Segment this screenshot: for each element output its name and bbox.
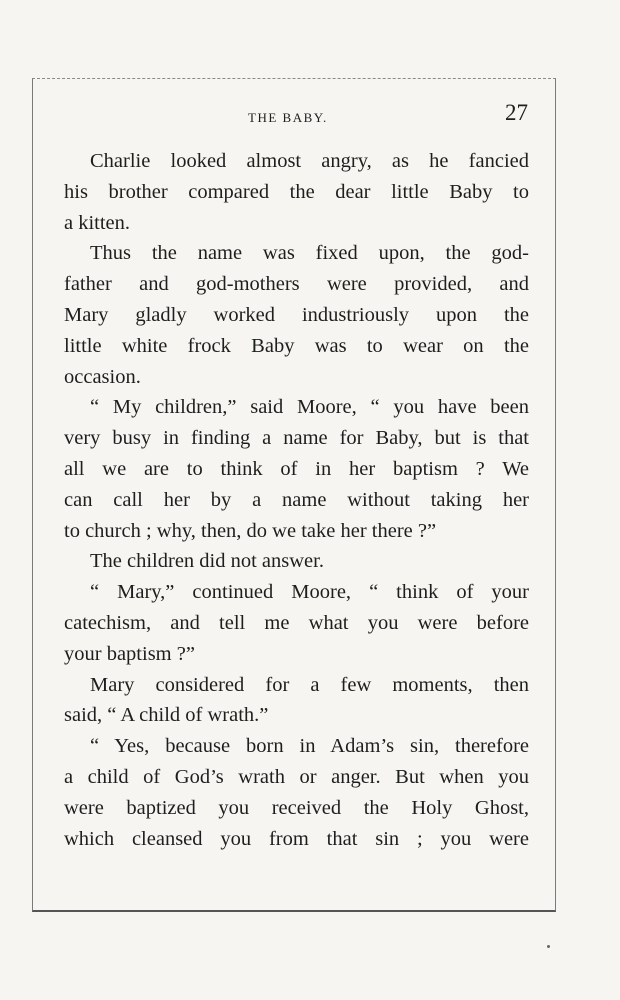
text-line: all we are to think of in her baptism ? We xyxy=(64,457,529,480)
text-line: to church ; why, then, do we take her there ?” xyxy=(64,519,437,542)
text-line: very busy in finding a name for Baby, but is that xyxy=(64,427,529,450)
text-line: “ Yes, because born in Adam’s sin, therefore xyxy=(90,735,529,758)
text-line: were baptized you received the Holy Ghost, xyxy=(64,796,529,819)
text-line: Thus the name was fixed upon, the god- xyxy=(90,242,529,265)
text-line: Mary gladly worked industriously upon the xyxy=(64,303,529,326)
text-line: a kitten. xyxy=(64,211,131,234)
text-line: Mary considered for a few moments, then xyxy=(90,673,529,696)
text-line: Charlie looked almost angry, as he fancied xyxy=(90,150,529,172)
text-line: your baptism ?” xyxy=(64,642,195,665)
body-text xyxy=(64,146,529,854)
text-line: a child of God’s wrath or anger. But when you xyxy=(64,765,529,788)
page-header xyxy=(88,100,528,134)
text-line: said, “ A child of wrath.” xyxy=(64,704,269,727)
text-line: The children did not answer. xyxy=(90,550,324,573)
text-line: can call her by a name without taking her xyxy=(64,488,529,511)
running-title: THE BABY. xyxy=(248,110,328,125)
text-line: father and god-mothers were provided, and xyxy=(64,273,529,296)
text-line: catechism, and tell me what you were before xyxy=(64,611,529,634)
text-line: his brother compared the dear little Baby to xyxy=(64,180,529,203)
text-line: occasion. xyxy=(64,365,141,388)
page-number: 27 xyxy=(505,100,528,125)
text-line: “ My children,” said Moore, “ you have been xyxy=(90,396,529,419)
text-line: little white frock Baby was to wear on the xyxy=(64,334,529,357)
text-line: which cleansed you from that sin ; you were xyxy=(64,827,529,850)
paper-speck xyxy=(547,945,550,948)
text-line: “ Mary,” continued Moore, “ think of your xyxy=(90,581,529,604)
